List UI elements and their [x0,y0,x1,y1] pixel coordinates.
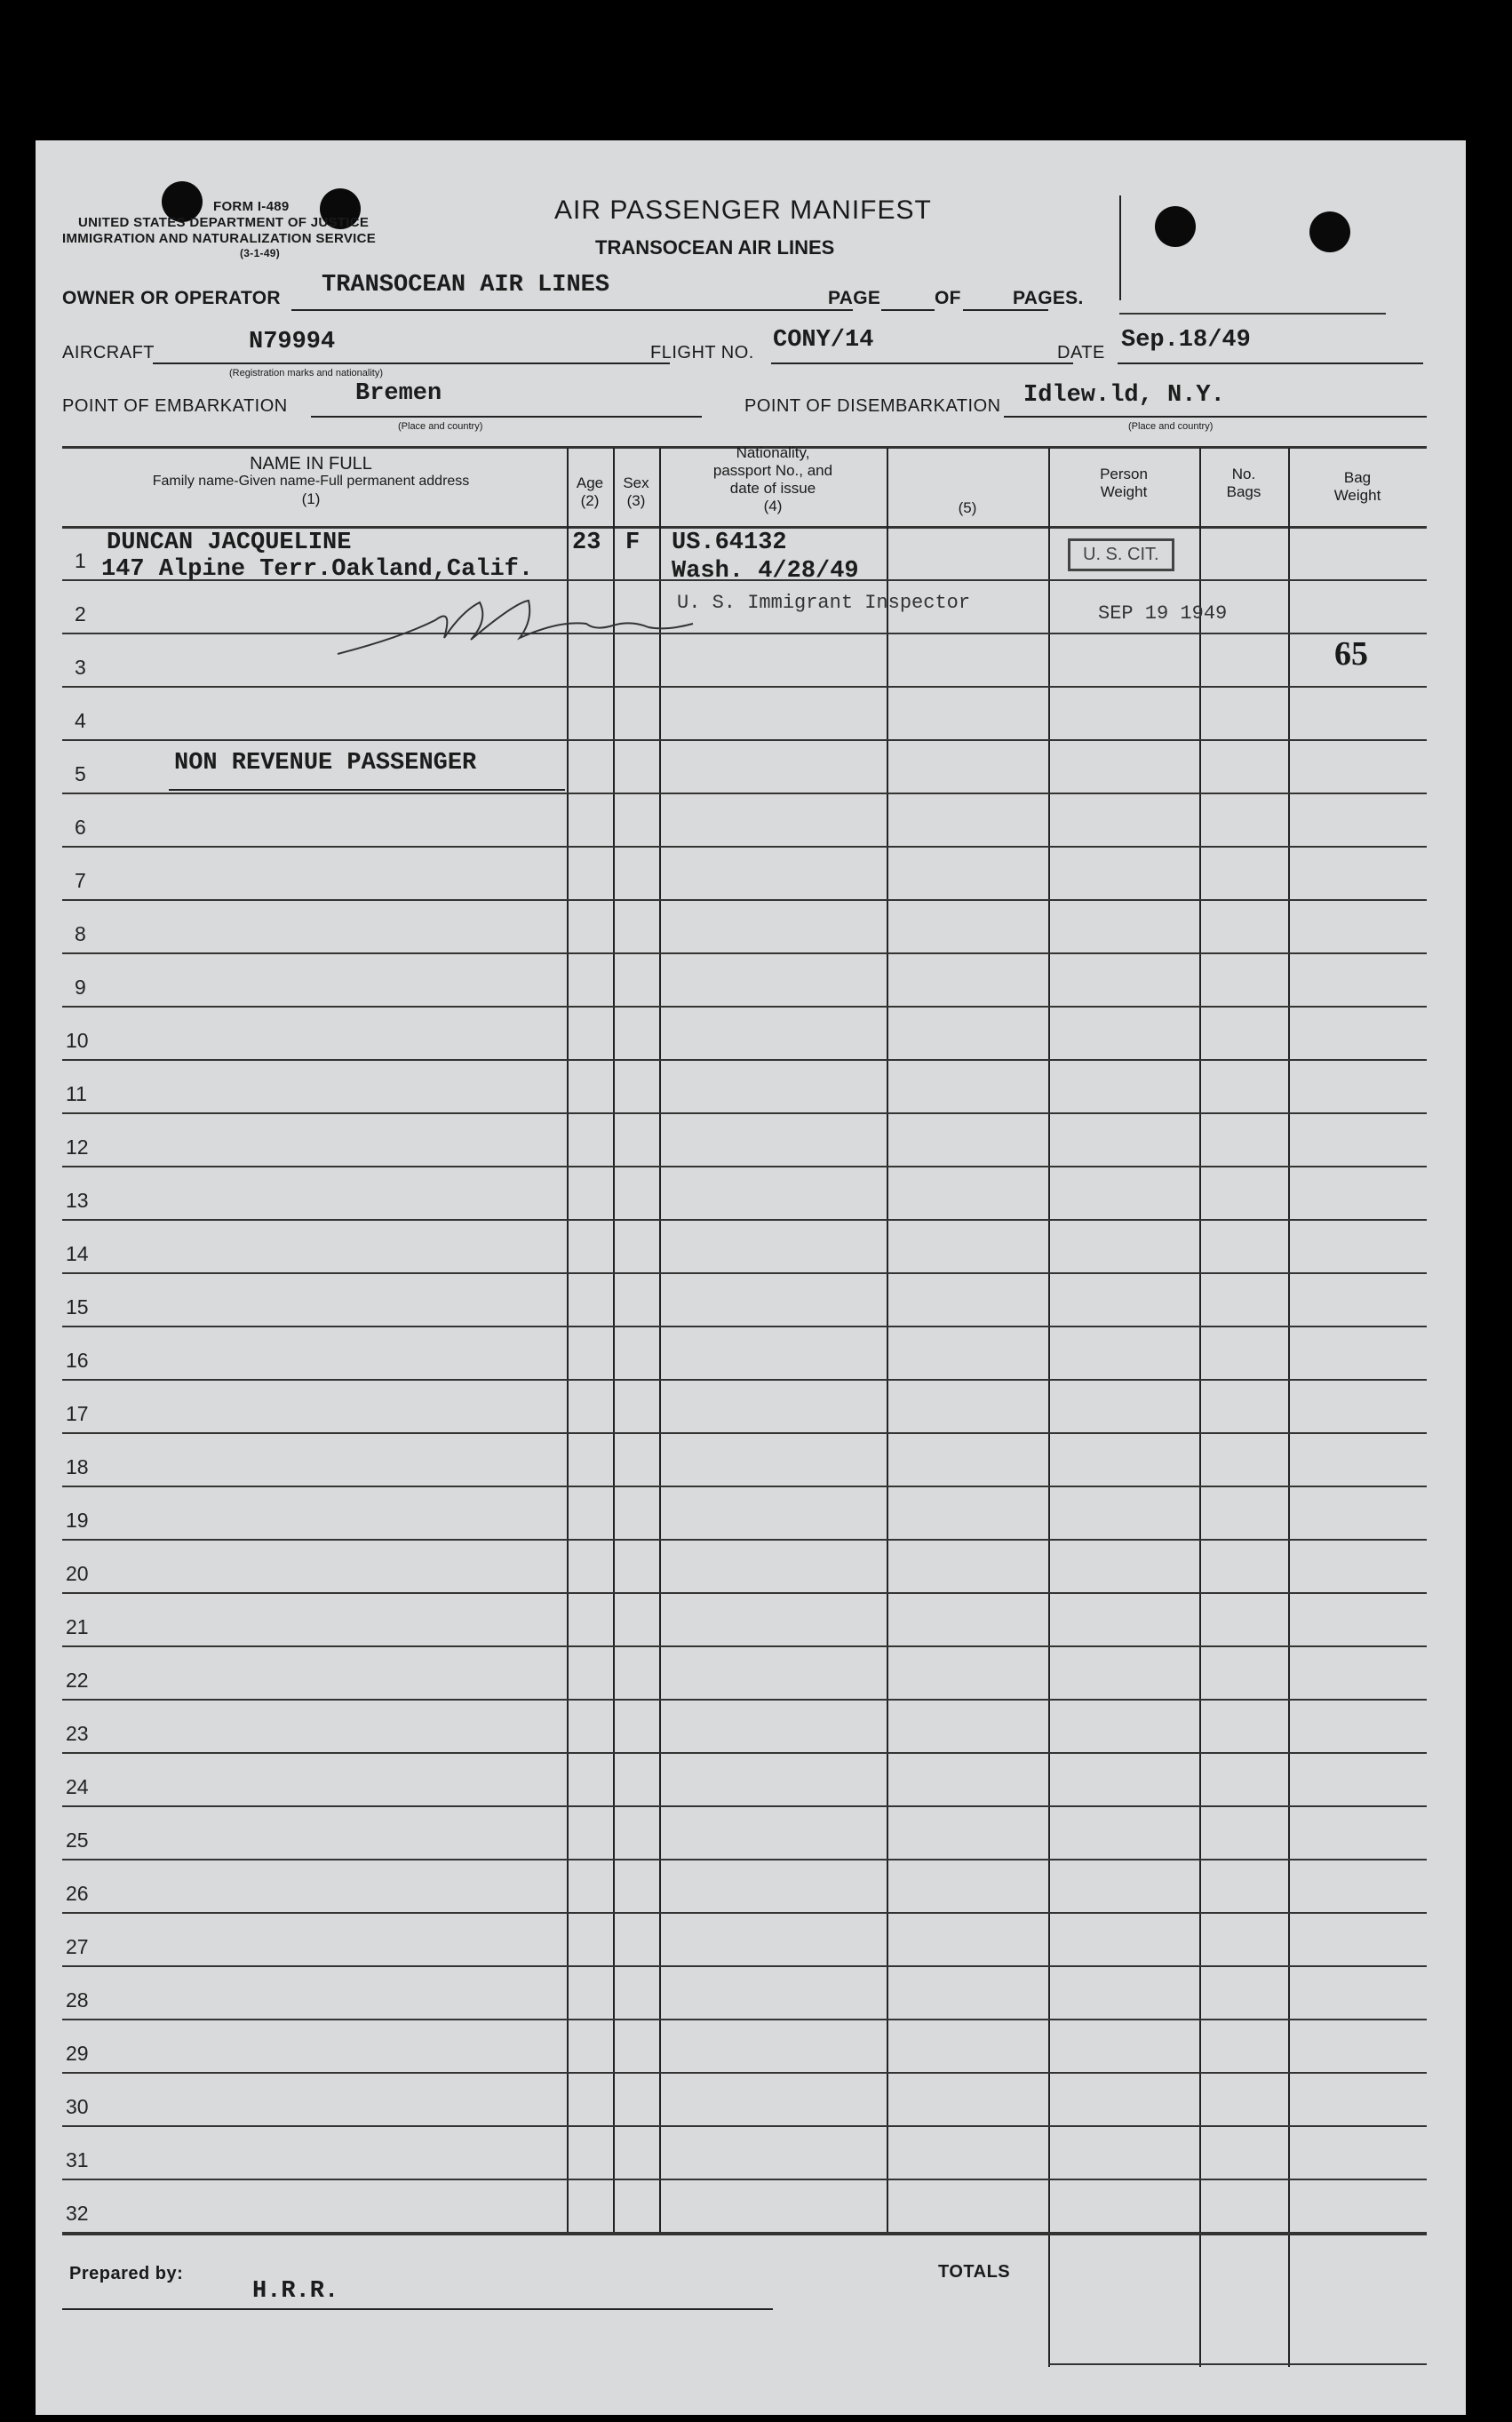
pages-label: PAGES. [1013,288,1084,308]
prepared-value: H.R.R. [252,2278,339,2305]
row-number: 4 [75,709,86,732]
row-line [62,1379,1427,1381]
flight-value: CONY/14 [773,327,874,354]
aircraft-value: N79994 [249,329,336,355]
row-number: 27 [66,1935,89,1958]
embark-value: Bremen [355,380,442,407]
row-number: 14 [66,1242,89,1265]
date-label: DATE [1057,343,1105,363]
row-number: 5 [75,762,86,785]
page-label: PAGE [828,288,881,308]
row-line [62,1432,1427,1434]
row-line [62,793,1427,794]
row-number: 29 [66,2042,89,2065]
row-number: 11 [66,1082,87,1105]
row-line [62,1326,1427,1327]
row-line [62,1592,1427,1594]
row-line [62,1272,1427,1274]
row-number: 15 [66,1295,89,1319]
row-number: 3 [75,656,86,679]
row-line [62,1059,1427,1061]
age-header: Age (2) [576,474,604,509]
citizen-stamp: U. S. CIT. [1068,538,1174,571]
nationality-header: Nationality, passport No., and date of issue (4) [712,444,833,514]
of-label: OF [935,288,961,308]
bag-weight-header: Bag Weight [1333,469,1381,504]
row-number: 26 [66,1882,89,1905]
column-5-header: (5) [958,499,977,516]
row-number: 31 [66,2148,89,2171]
row-number: 6 [75,816,86,839]
row-line [62,2019,1427,2020]
inspector-stamp: U. S. Immigrant Inspector [677,592,971,614]
row-line [62,739,1427,741]
corner-bracket [1119,195,1121,300]
row-line [62,686,1427,688]
row-number: 2 [75,602,86,625]
row-number: 25 [66,1828,89,1852]
row-line [62,846,1427,848]
row-line [62,952,1427,954]
agency-line-2: IMMIGRATION AND NATURALIZATION SERVICE [62,231,377,246]
row-number: 19 [66,1509,89,1532]
row-line [62,2125,1427,2127]
row-number: 1 [75,549,86,572]
embark-note: (Place and country) [398,421,483,432]
row-number: 9 [75,976,86,999]
inspector-signature [329,585,702,665]
aircraft-label: AIRCRAFT [62,343,155,363]
agency-line-1: UNITED STATES DEPARTMENT OF JUSTICE [78,215,370,230]
manifest-subtitle: TRANSOCEAN AIR LINES [595,236,835,259]
row-line [62,1752,1427,1754]
name-header: NAME IN FULL Family name-Given name-Full permanent address (1) [152,454,470,507]
row-line [62,1912,1427,1914]
row-line [62,1486,1427,1487]
row-line [62,1699,1427,1701]
row-line [62,1006,1427,1008]
row-line [62,2072,1427,2074]
passenger-sex: F [625,530,641,556]
non-revenue-note: NON REVENUE PASSENGER [174,750,477,777]
row-number: 7 [75,869,86,892]
row-number: 13 [66,1189,89,1212]
row-number: 20 [66,1562,89,1585]
corner-bracket [1119,313,1386,315]
row-line [62,1859,1427,1860]
row-number: 10 [66,1029,89,1052]
date-value: Sep.18/49 [1121,327,1251,354]
row-line [62,2179,1427,2180]
bags-header: No. Bags [1226,466,1261,500]
manifest-title: AIR PASSENGER MANIFEST [554,195,932,225]
row-line [62,1112,1427,1114]
totals-label: TOTALS [938,2262,1011,2282]
row-number: 23 [66,1722,89,1745]
sex-header: Sex (3) [623,474,649,509]
row-number: 8 [75,922,86,945]
manifest-sheet [36,140,1466,2415]
stamp-date: SEP 19 1949 [1098,602,1228,625]
row-line [62,1645,1427,1647]
punch-hole [1155,206,1196,247]
passenger-address: 147 Alpine Terr.Oakland,Calif. [101,556,534,583]
disembark-value: Idlew.ld, N.Y. [1023,382,1225,409]
disembark-label: POINT OF DISEMBARKATION [744,396,1001,416]
row-line [62,1166,1427,1167]
row-line [62,1539,1427,1541]
aircraft-note: (Registration marks and nationality) [229,368,384,378]
row-line [62,1965,1427,1967]
flight-label: FLIGHT NO. [650,343,754,363]
row-number: 22 [66,1669,89,1692]
passport-number: US.64132 [672,530,787,556]
row-number: 16 [66,1349,89,1372]
row-number: 24 [66,1775,89,1798]
row-number: 28 [66,1988,89,2012]
form-number: FORM I-489 [213,199,290,214]
row-number: 32 [66,2202,89,2225]
row-line [62,633,1427,634]
owner-value: TRANSOCEAN AIR LINES [322,272,610,299]
passenger-name: DUNCAN JACQUELINE [107,530,352,556]
passport-issue: Wash. 4/28/49 [672,558,859,585]
person-weight-header: Person Weight [1100,466,1148,500]
prepared-label: Prepared by: [69,2264,184,2283]
punch-hole [1309,211,1350,252]
passenger-age: 23 [572,530,601,556]
row-number: 12 [66,1135,89,1159]
row-number: 21 [66,1615,89,1638]
row-number: 18 [66,1455,89,1478]
bag-weight-value: 65 [1334,635,1368,673]
row-line [62,1219,1427,1221]
embark-label: POINT OF EMBARKATION [62,396,288,416]
owner-label: OWNER OR OPERATOR [62,288,281,308]
row-number: 17 [66,1402,89,1425]
row-line [62,899,1427,901]
form-date: (3-1-49) [240,247,281,259]
disembark-note: (Place and country) [1128,421,1214,432]
row-line [62,1805,1427,1807]
row-number: 30 [66,2095,89,2118]
